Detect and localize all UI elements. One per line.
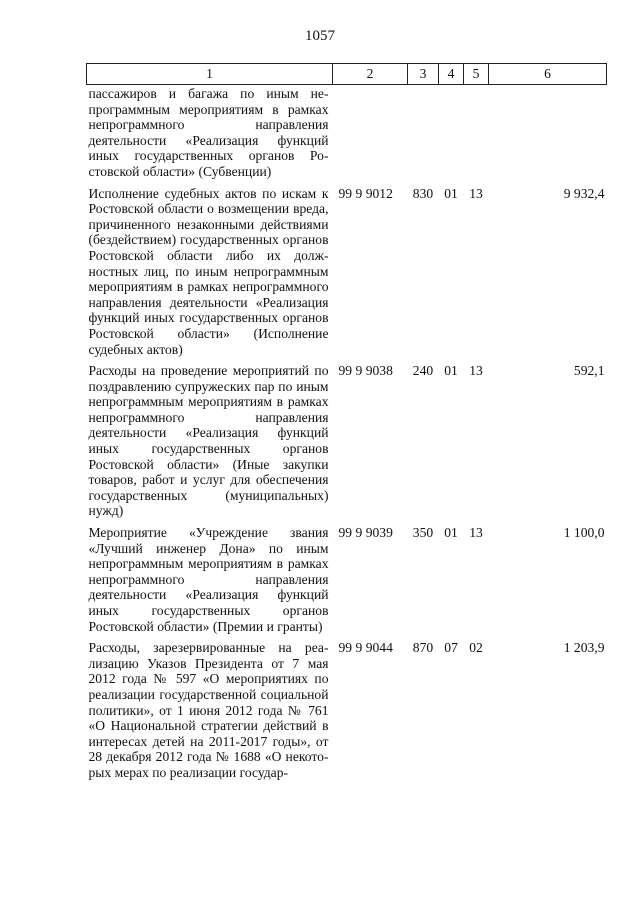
row-description: Мероприятие «Учреждение звания «Лучший инженер Дона» по иным непрограммным мероприятиям в рамках непрограммного направления деятельности «Реализация функций иных государственных органов Ростовской области» (Премии и гранты) — [88, 525, 329, 634]
row-subsection: 13 — [469, 363, 483, 379]
budget-table — [86, 63, 607, 781]
row-target-article: 99 9 9012 — [338, 185, 393, 201]
page-number: 1057 — [305, 28, 335, 44]
header-col-4: 4 — [439, 64, 464, 85]
row-expense-type: 350 — [412, 525, 434, 541]
table-row — [87, 180, 607, 358]
row-expense-type: 870 — [412, 640, 434, 656]
row-target-article — [333, 85, 408, 180]
row-amount: 9 932,4 — [563, 185, 605, 201]
row-subsection: 02 — [469, 640, 483, 656]
row-description: Расходы, зарезервированные на реализацию Указов Президента от 7 мая 2012 года № 597 «О мероприятиях по реализации государственной социальной политики», от 1 июня 2012 года № 761 «О Национальной стратегии действий в интересах детей на 2011-2017 годы», от 28 декабря 2012 года № 1688 «О некоторых мерах по реализации государ- — [88, 640, 329, 780]
table-row — [87, 85, 607, 180]
row-target-article: 99 9 9039 — [338, 525, 393, 541]
row-amount: 1 203,9 — [563, 640, 605, 656]
row-amount: 592,1 — [573, 363, 605, 379]
row-subsection: 13 — [469, 525, 483, 541]
row-target-article: 99 9 9044 — [338, 640, 393, 656]
header-row — [87, 64, 607, 85]
row-expense-type: 240 — [412, 363, 434, 379]
row-subsection: 13 — [469, 185, 483, 201]
row-section: 07 — [444, 640, 458, 656]
table-body — [87, 85, 607, 781]
header-col-3: 3 — [408, 64, 439, 85]
row-target-article: 99 9 9038 — [338, 363, 393, 379]
row-section: 01 — [444, 185, 458, 201]
row-amount — [489, 85, 607, 180]
row-section — [439, 85, 464, 180]
row-expense-type — [408, 85, 439, 180]
table-row — [87, 519, 607, 634]
row-description: Расходы на проведение мероприятий по поздравлению супружеских пар по иным непрограммным мероприятиям в рамках непрограммного направления деятельности «Реализация функций иных государственных органов Ростовской области» (Иные закупки товаров, работ и услуг для обеспечения государственных (муниципальных) нужд) — [88, 363, 329, 519]
row-description: пассажиров и багажа по иным непрограммным мероприятиям в рамках непрограммного направления деятельности «Реализация функций иных государственных органов Ростовской области» (Субвенции) — [88, 86, 329, 179]
header-col-6: 6 — [489, 64, 607, 85]
row-expense-type: 830 — [412, 185, 434, 201]
row-section: 01 — [444, 363, 458, 379]
header-col-5: 5 — [464, 64, 489, 85]
header-col-1: 1 — [87, 64, 333, 85]
header-col-2: 2 — [333, 64, 408, 85]
row-subsection — [464, 85, 489, 180]
row-amount: 1 100,0 — [563, 525, 605, 541]
row-section: 01 — [444, 525, 458, 541]
table-row — [87, 634, 607, 780]
row-description: Исполнение судебных актов по искам к Ростовской области о возмещении вреда, причиненного незаконными действиями (бездействием) государственных органов Ростовской области либо их должностных лиц, по иным непрограммным мероприятиям в рамках непрограммного направления деятельности «Реализация функций иных государственных органов Ростовской области» (Исполнение судебных актов) — [88, 185, 329, 357]
table-header — [87, 64, 607, 85]
table-row — [87, 357, 607, 519]
